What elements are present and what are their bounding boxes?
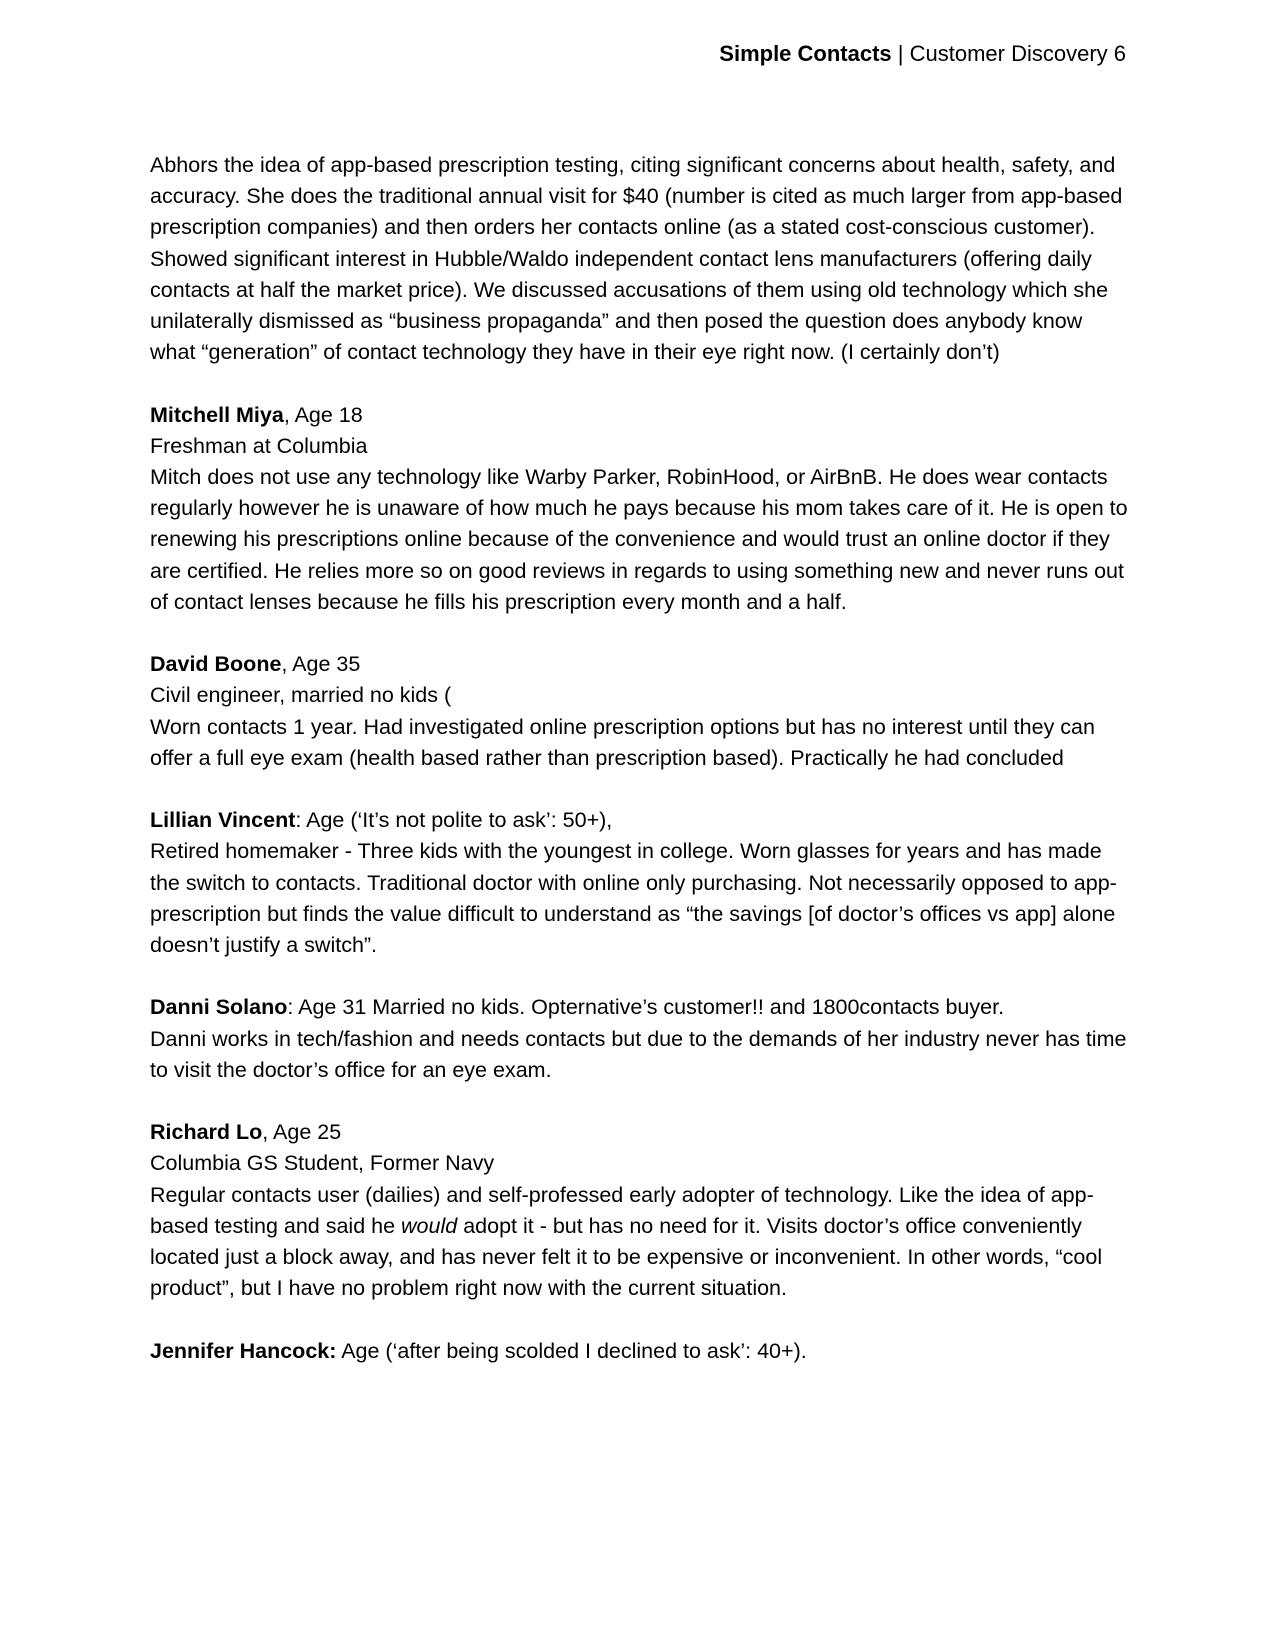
entry-heading <box>150 400 1130 431</box>
interviewee-role: Freshman at Columbia <box>150 433 368 458</box>
notes-text: adopt it - but has no need for it. Visits doctor’s office conveniently located just a block away, and has never felt it to be expensive or inconvenient. In other words, “cool product”, but I have no problem right now with the current situation. <box>150 1213 1103 1301</box>
interview-entry-danni <box>150 992 1130 1086</box>
interview-notes: Mitch does not use any technology like Warby Parker, RobinHood, or AirBnB. He does wear contacts regularly however he is unaware of how much he pays because his mom takes care of it. He is open to renewing his prescriptions online because of the convenience and would trust an online doctor if they are certified. He relies more so on good reviews in regards to using something new and never runs out of contact lenses because he fills his prescription every month and a half. <box>150 465 1128 614</box>
interview-notes <box>150 1180 1130 1305</box>
notes-text: Regular contacts user (dailies) and self-professed early adopter of technology. Like the idea of app-based testing and said he <box>150 1182 1094 1238</box>
interviewee-name: Richard Lo <box>150 1120 263 1145</box>
interviewee-name: Mitchell Miya <box>150 402 284 427</box>
document-body <box>150 150 1130 1398</box>
interviewee-role: Civil engineer, married no kids ( <box>150 683 452 708</box>
interviewee-age: , Age 18 <box>283 402 363 427</box>
entry-heading <box>150 1336 1130 1367</box>
interview-notes: Worn contacts 1 year. Had investigated online prescription options but has no interest until they can offer a full eye exam (health based rather than prescription based). Practically he had concluded <box>150 714 1095 770</box>
interviewee-age: Age (‘after being scolded I declined to ask’: 40+). <box>336 1338 807 1363</box>
interview-entry-lillian <box>150 805 1130 961</box>
entry-heading <box>150 1117 1130 1148</box>
interviewee-name: Jennifer Hancock: <box>150 1338 337 1363</box>
interviewee-age: , Age 35 <box>281 652 361 677</box>
interview-entry-richard <box>150 1117 1130 1304</box>
interview-notes: Danni works in tech/fashion and needs contacts but due to the demands of her industry never has time to visit the doctor’s office for an eye exam. <box>150 1026 1127 1082</box>
interviewee-age: , Age 25 <box>262 1120 342 1145</box>
header-subtitle: | Customer Discovery 6 <box>891 41 1126 66</box>
emphasis-text: would <box>401 1213 458 1238</box>
entry-heading <box>150 805 1130 836</box>
intro-paragraph: Abhors the idea of app-based prescription testing, citing significant concerns about health, safety, and accuracy. She does the traditional annual visit for $40 (number is cited as much larger from app-based prescription companies) and then orders her contacts online (as a stated cost-conscious customer). Showed significant interest in Hubble/Waldo independent contact lens manufacturers (offering daily contacts at half the market price). We discussed accusations of them using old technology which she unilaterally dismissed as “business propaganda” and then posed the question does anybody know what “generation” of contact technology they have in their eye right now. (I certainly don’t) <box>150 153 1123 365</box>
interviewee-name: Danni Solano <box>150 995 288 1020</box>
interviewee-name: Lillian Vincent <box>150 808 296 833</box>
page-header <box>719 40 1126 68</box>
interview-entry-david <box>150 649 1130 774</box>
entry-heading <box>150 992 1130 1023</box>
interviewee-age: : Age (‘It’s not polite to ask’: 50+), <box>295 808 613 833</box>
interview-entry-jennifer <box>150 1336 1130 1367</box>
entry-heading <box>150 649 1130 680</box>
header-title: Simple Contacts <box>719 41 892 66</box>
interviewee-summary: : Age 31 Married no kids. Opternative’s customer!! and 1800contacts buyer. <box>287 995 1005 1020</box>
interview-notes: Retired homemaker - Three kids with the youngest in college. Worn glasses for years and has made the switch to contacts. Traditional doctor with online only purchasing. Not necessarily opposed to app-prescription but finds the value difficult to understand as “the savings [of doctor’s offices vs app] alone doesn’t justify a switch”. <box>150 839 1117 958</box>
interviewee-role: Columbia GS Student, Former Navy <box>150 1151 495 1176</box>
interviewee-name: David Boone <box>150 652 282 677</box>
interview-entry-mitchell <box>150 400 1130 618</box>
